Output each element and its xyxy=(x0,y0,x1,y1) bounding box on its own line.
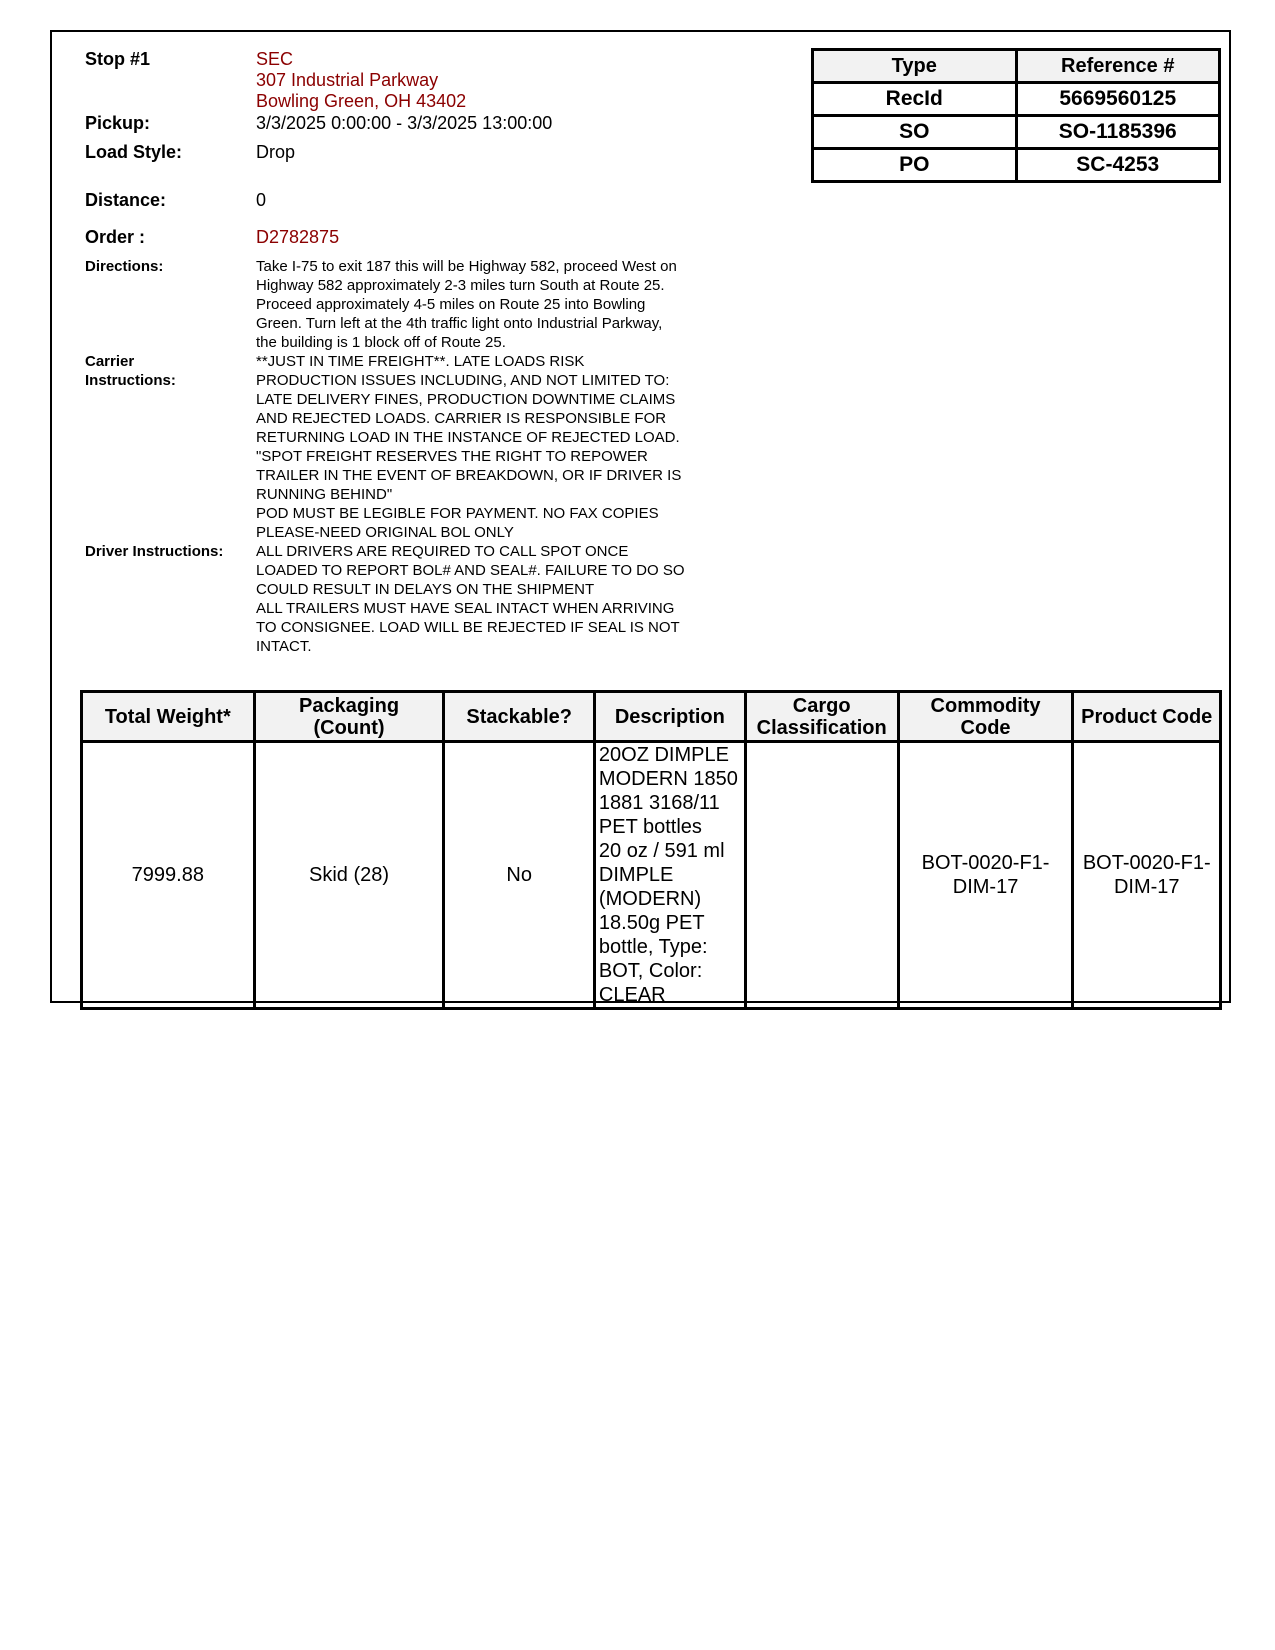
header-stackable: Stackable? xyxy=(444,692,594,742)
carrier-line: RETURNING LOAD IN THE INSTANCE OF REJECTED LOAD. xyxy=(256,429,680,446)
reference-type: PO xyxy=(813,149,1017,182)
reference-number: 5669560125 xyxy=(1016,83,1220,116)
reference-header-row xyxy=(813,50,1220,83)
description-cell xyxy=(594,742,745,1009)
driver-instructions-text xyxy=(256,542,736,656)
directions-line: Highway 582 approximately 2-3 miles turn South at Route 25. xyxy=(256,277,665,294)
reference-type: RecId xyxy=(813,83,1017,116)
description-line: PET bottles xyxy=(598,816,702,838)
driver-line: TO CONSIGNEE. LOAD WILL BE REJECTED IF SEAL IS NOT xyxy=(256,619,680,636)
reference-row xyxy=(813,83,1220,116)
carrier-line: LATE DELIVERY FINES, PRODUCTION DOWNTIME CLAIMS xyxy=(256,391,676,408)
reference-row xyxy=(813,149,1220,182)
carrier-line: TRAILER IN THE EVENT OF BREAKDOWN, OR IF DRIVER IS xyxy=(256,467,682,484)
header-cargo-classification: Cargo Classification xyxy=(745,692,898,742)
carrier-line: POD MUST BE LEGIBLE FOR PAYMENT. NO FAX COPIES xyxy=(256,505,659,522)
reference-header-type: Type xyxy=(813,50,1017,83)
header-commodity-code: Commodity Code xyxy=(898,692,1073,742)
order-value: D2782875 xyxy=(256,227,340,247)
reference-table xyxy=(811,48,1221,183)
load-style-label: Load Style: xyxy=(85,142,183,162)
distance-value: 0 xyxy=(256,190,267,210)
carrier-line: PLEASE-NEED ORIGINAL BOL ONLY xyxy=(256,524,514,541)
carrier-line: "SPOT FREIGHT RESERVES THE RIGHT TO REPOWER xyxy=(256,448,648,465)
pickup-value: 3/3/2025 0:00:00 - 3/3/2025 13:00:00 xyxy=(256,113,553,133)
load-style-value: Drop xyxy=(256,142,296,162)
cargo-header-row xyxy=(82,692,1221,742)
carrier-instructions-label xyxy=(85,352,176,390)
carrier-instructions-text xyxy=(256,352,736,542)
reference-number: SO-1185396 xyxy=(1016,116,1220,149)
driver-instructions-label: Driver Instructions: xyxy=(85,543,224,560)
description-line: 20OZ DIMPLE xyxy=(598,744,729,766)
carrier-line: AND REJECTED LOADS. CARRIER IS RESPONSIBLE FOR xyxy=(256,410,667,427)
stop-label: Stop #1 xyxy=(85,49,151,69)
description-line: CLEAR xyxy=(598,984,666,1006)
product-code-line: BOT-0020-F1- xyxy=(1082,852,1211,874)
carrier-label-line: Instructions: xyxy=(85,372,176,389)
directions-line: the building is 1 block off of Route 25. xyxy=(256,334,506,351)
product-code-cell xyxy=(1073,742,1221,1009)
reference-header-number: Reference # xyxy=(1016,50,1220,83)
description-line: 1881 3168/11 xyxy=(598,792,720,814)
carrier-line: **JUST IN TIME FREIGHT**. LATE LOADS RISK xyxy=(256,353,585,370)
directions-label: Directions: xyxy=(85,258,164,275)
total-weight-cell: 7999.88 xyxy=(82,742,255,1009)
reference-number: SC-4253 xyxy=(1016,149,1220,182)
product-code-line: DIM-17 xyxy=(1113,876,1180,898)
directions-line: Proceed approximately 4-5 miles on Route 25 into Bowling xyxy=(256,296,646,313)
order-label: Order : xyxy=(85,227,146,247)
driver-line: ALL DRIVERS ARE REQUIRED TO CALL SPOT ONCE xyxy=(256,543,629,560)
carrier-line: RUNNING BEHIND" xyxy=(256,486,393,503)
cargo-table xyxy=(80,690,1222,1010)
description-line: MODERN 1850 xyxy=(598,768,738,790)
packaging-cell: Skid (28) xyxy=(254,742,444,1009)
reference-row xyxy=(813,116,1220,149)
driver-line: INTACT. xyxy=(256,638,312,655)
directions-line: Green. Turn left at the 4th traffic light onto Industrial Parkway, xyxy=(256,315,663,332)
commodity-code-line: DIM-17 xyxy=(952,876,1019,898)
description-line: BOT, Color: xyxy=(598,960,703,982)
cargo-classification-cell xyxy=(745,742,898,1009)
description-line: bottle, Type: xyxy=(598,936,708,958)
header-packaging: Packaging (Count) xyxy=(254,692,444,742)
stop-address-line1: 307 Industrial Parkway xyxy=(256,70,439,90)
driver-line: LOADED TO REPORT BOL# AND SEAL#. FAILURE TO DO SO xyxy=(256,562,685,579)
stackable-cell: No xyxy=(444,742,594,1009)
distance-label: Distance: xyxy=(85,190,167,210)
carrier-line: PRODUCTION ISSUES INCLUDING, AND NOT LIMITED TO: xyxy=(256,372,670,389)
driver-line: COULD RESULT IN DELAYS ON THE SHIPMENT xyxy=(256,581,595,598)
header-description: Description xyxy=(594,692,745,742)
driver-line: ALL TRAILERS MUST HAVE SEAL INTACT WHEN ARRIVING xyxy=(256,600,675,617)
header-product-code: Product Code xyxy=(1073,692,1221,742)
commodity-code-line: BOT-0020-F1- xyxy=(921,852,1050,874)
description-line: 18.50g PET xyxy=(598,912,705,934)
description-line: (MODERN) xyxy=(598,888,702,910)
carrier-label-line: Carrier xyxy=(85,353,135,370)
commodity-code-cell xyxy=(898,742,1073,1009)
description-line: DIMPLE xyxy=(598,864,674,886)
directions-text xyxy=(256,257,736,352)
cargo-row xyxy=(82,742,1221,1009)
reference-type: SO xyxy=(813,116,1017,149)
description-line: 20 oz / 591 ml xyxy=(598,840,725,862)
directions-line: Take I-75 to exit 187 this will be Highway 582, proceed West on xyxy=(256,258,677,275)
stop-address-line2: Bowling Green, OH 43402 xyxy=(256,91,467,111)
pickup-label: Pickup: xyxy=(85,113,151,133)
header-total-weight: Total Weight* xyxy=(82,692,255,742)
stop-name: SEC xyxy=(256,49,294,69)
